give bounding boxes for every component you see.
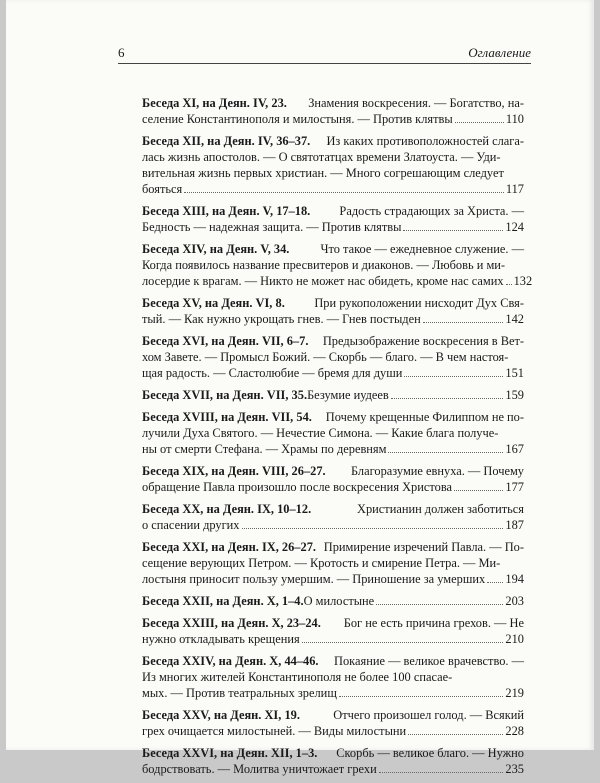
- running-title: Оглавление: [468, 45, 531, 60]
- dot-leader: [455, 122, 504, 123]
- toc-page-number: 159: [505, 388, 524, 402]
- toc-entry-line: [142, 593, 524, 609]
- toc-entry-heading: Беседа XXV, на Деян. XI, 19.: [142, 708, 300, 722]
- toc-entry-line: [142, 333, 524, 349]
- toc-entry-text: о спасении других: [142, 518, 240, 532]
- dot-leader: [403, 230, 503, 231]
- toc-page-number: 228: [505, 724, 524, 738]
- toc-entry-text: вительная жизнь первых христиан. — Много согрешающим следует: [142, 166, 504, 180]
- toc-entry-line: [142, 295, 524, 311]
- toc-entry: [142, 241, 533, 289]
- dot-leader: [506, 284, 512, 285]
- toc-entry-line: [142, 707, 524, 723]
- toc-entry-heading: Беседа XVII, на Деян. VII, 35.: [142, 388, 308, 402]
- toc-entry-text: лосердие к врагам. — Никто не может нас обидеть, кроме нас самих: [142, 274, 504, 288]
- dot-leader: [454, 490, 503, 491]
- toc-entry-heading: Беседа XIV, на Деян. V, 34.: [142, 242, 290, 256]
- toc-page-number: 177: [505, 480, 524, 494]
- toc-entry-text: лась жизнь апостолов. — О святотатцах времени Златоуста. — Уди-: [142, 150, 501, 164]
- toc-entry-line: [142, 571, 524, 587]
- toc-page-number: 151: [505, 366, 524, 380]
- toc-entry-heading: Беседа XXI, на Деян. IX, 26–27.: [142, 540, 316, 554]
- toc-entry: [142, 539, 524, 587]
- toc-entry-line: [142, 761, 524, 777]
- dot-leader: [391, 398, 504, 399]
- toc-entry-line: [142, 745, 524, 761]
- toc-entry-line: [142, 219, 524, 235]
- toc-entry-line: [142, 539, 524, 555]
- toc-entry-heading: Беседа XIX, на Деян. VIII, 26–27.: [142, 464, 326, 478]
- toc-entry-text: Знамения воскресения. — Богатство, на-: [308, 96, 524, 110]
- toc-entry-text: Что такое — ежедневное служение. —: [320, 242, 524, 256]
- page-number: 6: [118, 45, 125, 60]
- toc-entry-line: [142, 425, 524, 441]
- toc-entry-heading: Беседа XII, на Деян. IV, 36–37.: [142, 134, 311, 148]
- toc-entry-line: [142, 203, 524, 219]
- toc-entry-text: При рукоположении нисходит Дух Свя-: [314, 296, 524, 310]
- table-of-contents: [142, 95, 533, 783]
- toc-entry-line: [142, 311, 524, 327]
- toc-entry-text: Христианин должен заботиться: [357, 502, 524, 516]
- toc-entry-line: [142, 349, 524, 365]
- toc-entry: [142, 615, 524, 647]
- toc-entry-text: бодрствовать. — Молитва уничтожает грехи: [142, 762, 377, 776]
- dot-leader: [184, 192, 504, 193]
- toc-entry: [142, 133, 524, 197]
- header-rule: [118, 63, 531, 64]
- toc-entry-heading: Беседа XVIII, на Деян. VII, 54.: [142, 410, 312, 424]
- toc-page-number: 187: [505, 518, 524, 532]
- dot-leader: [339, 696, 504, 697]
- toc-entry-heading: Беседа XV, на Деян. VI, 8.: [142, 296, 285, 310]
- toc-entry: [142, 333, 524, 381]
- toc-entry-heading: Беседа XI, на Деян. IV, 23.: [142, 96, 287, 110]
- toc-entry-text: Бедность — надежная защита. — Против клятвы: [142, 220, 402, 234]
- toc-entry-text: лучили Духа Святого. — Нечестие Симона. — Какие блага получе-: [142, 426, 499, 440]
- toc-entry-line: [142, 685, 524, 701]
- toc-entry-text: мых. — Против театральных зрелищ: [142, 686, 337, 700]
- toc-entry-line: [142, 463, 524, 479]
- toc-entry-text: щая радость. — Сластолюбие — бремя для души: [142, 366, 403, 380]
- toc-entry-text: Бог не есть причина грехов. — Не: [343, 616, 524, 630]
- toc-entry-text: лостыня приносит пользу умершим. — Приношение за умерших: [142, 572, 486, 586]
- toc-entry-text: Покаяние — великое врачевство. —: [334, 654, 524, 668]
- toc-entry-text: нужно откладывать крещения: [142, 632, 300, 646]
- toc-entry: [142, 501, 524, 533]
- toc-entry-line: [142, 555, 524, 571]
- toc-entry-text: грех очищается милостыней. — Виды милостыни: [142, 724, 407, 738]
- dot-leader: [302, 642, 504, 643]
- toc-entry-line: [142, 387, 524, 403]
- toc-entry-text: Примирение изречений Павла. — По-: [323, 540, 524, 554]
- toc-entry-line: [142, 165, 524, 181]
- toc-entry-text: Отчего произошел голод. — Всякий: [333, 708, 524, 722]
- toc-page-number: 210: [505, 632, 524, 646]
- toc-entry-text: сещение верующих Петром. — Кротость и смирение Петра. — Ми-: [142, 556, 501, 570]
- toc-entry-text: тый. — Как нужно укрощать гнев. — Гнев постыден: [142, 312, 421, 326]
- toc-entry-text: Когда появилось название пресвитеров и диаконов. — Любовь и ми-: [142, 258, 506, 272]
- toc-entry-text: обращение Павла произошло после воскресения Христова: [142, 480, 453, 494]
- toc-page-number: 142: [505, 312, 524, 326]
- toc-entry-heading: Беседа XVI, на Деян. VII, 6–7.: [142, 334, 309, 348]
- toc-entry-line: [142, 149, 524, 165]
- toc-entry-line: [142, 273, 533, 289]
- toc-entry-text: Безумие иудеев: [307, 388, 389, 402]
- toc-entry-text: Благоразумие евнуха. — Почему: [350, 464, 524, 478]
- toc-entry-line: [142, 365, 524, 381]
- toc-page-number: 117: [505, 182, 524, 196]
- toc-entry-heading: Беседа XXIII, на Деян. X, 23–24.: [142, 616, 321, 630]
- toc-entry-line: [142, 111, 524, 127]
- dot-leader: [487, 582, 503, 583]
- toc-entry-text: Из каких противоположностей слага-: [326, 134, 524, 148]
- toc-entry: [142, 463, 524, 495]
- toc-entry-text: хом Завете. — Промысл Божий. — Скорбь — благо. — В чем настоя-: [142, 350, 509, 364]
- dot-leader: [376, 604, 503, 605]
- dot-leader: [423, 322, 504, 323]
- toc-entry: [142, 95, 524, 127]
- toc-page-number: 219: [505, 686, 524, 700]
- toc-page-number: 124: [505, 220, 524, 234]
- toc-page-number: 167: [505, 442, 524, 456]
- toc-entry-line: [142, 501, 524, 517]
- toc-entry-line: [142, 669, 524, 685]
- toc-page-number: 194: [505, 572, 524, 586]
- toc-entry-line: [142, 615, 524, 631]
- toc-entry-text: Скорбь — великое благо. — Нужно: [336, 746, 524, 760]
- toc-entry-line: [142, 723, 524, 739]
- toc-entry: [142, 295, 524, 327]
- toc-entry-line: [142, 241, 524, 257]
- toc-entry-line: [142, 409, 524, 425]
- toc-entry-line: [142, 653, 524, 669]
- toc-entry-text: Из многих жителей Константинополя не более 100 спасае-: [142, 670, 453, 684]
- toc-page-number: 235: [505, 762, 524, 776]
- toc-page-number: 132: [513, 274, 533, 288]
- toc-entry-heading: Беседа XXVI, на Деян. XII, 1–3.: [142, 746, 318, 760]
- toc-entry-line: [142, 95, 524, 111]
- toc-entry-line: [142, 181, 524, 197]
- toc-page-number: 110: [505, 112, 524, 126]
- toc-entry-line: [142, 441, 524, 457]
- toc-entry: [142, 387, 524, 403]
- toc-entry-text: бояться: [142, 182, 183, 196]
- toc-entry-line: [142, 517, 524, 533]
- book-page: [6, 0, 594, 776]
- toc-entry-heading: Беседа XXIV, на Деян. X, 44–46.: [142, 654, 319, 668]
- toc-entry-text: ны от смерти Стефана. — Храмы по деревням: [142, 442, 387, 456]
- dot-leader: [379, 772, 504, 773]
- toc-entry: [142, 203, 524, 235]
- toc-entry: [142, 653, 524, 701]
- toc-entry-line: [142, 631, 524, 647]
- toc-entry: [142, 707, 524, 739]
- toc-entry-line: [142, 133, 524, 149]
- toc-entry-text: О милостыне: [303, 594, 375, 608]
- toc-entry: [142, 593, 524, 609]
- toc-entry-text: Почему крещенные Филиппом не по-: [325, 410, 524, 424]
- toc-entry-text: селение Константинополя и милостыня. — Против клятвы: [142, 112, 453, 126]
- toc-entry-text: Предызображение воскресения в Вет-: [322, 334, 524, 348]
- toc-entry-text: Радость страдающих за Христа. —: [339, 204, 524, 218]
- dot-leader: [242, 528, 504, 529]
- dot-leader: [404, 376, 503, 377]
- toc-entry: [142, 409, 524, 457]
- toc-entry-heading: Беседа XIII, на Деян. V, 17–18.: [142, 204, 311, 218]
- toc-page-number: 203: [505, 594, 524, 608]
- toc-entry-line: [142, 257, 524, 273]
- dot-leader: [388, 452, 503, 453]
- toc-entry-heading: Беседа XX, на Деян. IX, 10–12.: [142, 502, 312, 516]
- dot-leader: [408, 734, 503, 735]
- toc-entry: [142, 745, 524, 777]
- toc-entry-line: [142, 479, 524, 495]
- page-header: [118, 45, 531, 63]
- toc-entry-heading: Беседа XXII, на Деян. X, 1–4.: [142, 594, 304, 608]
